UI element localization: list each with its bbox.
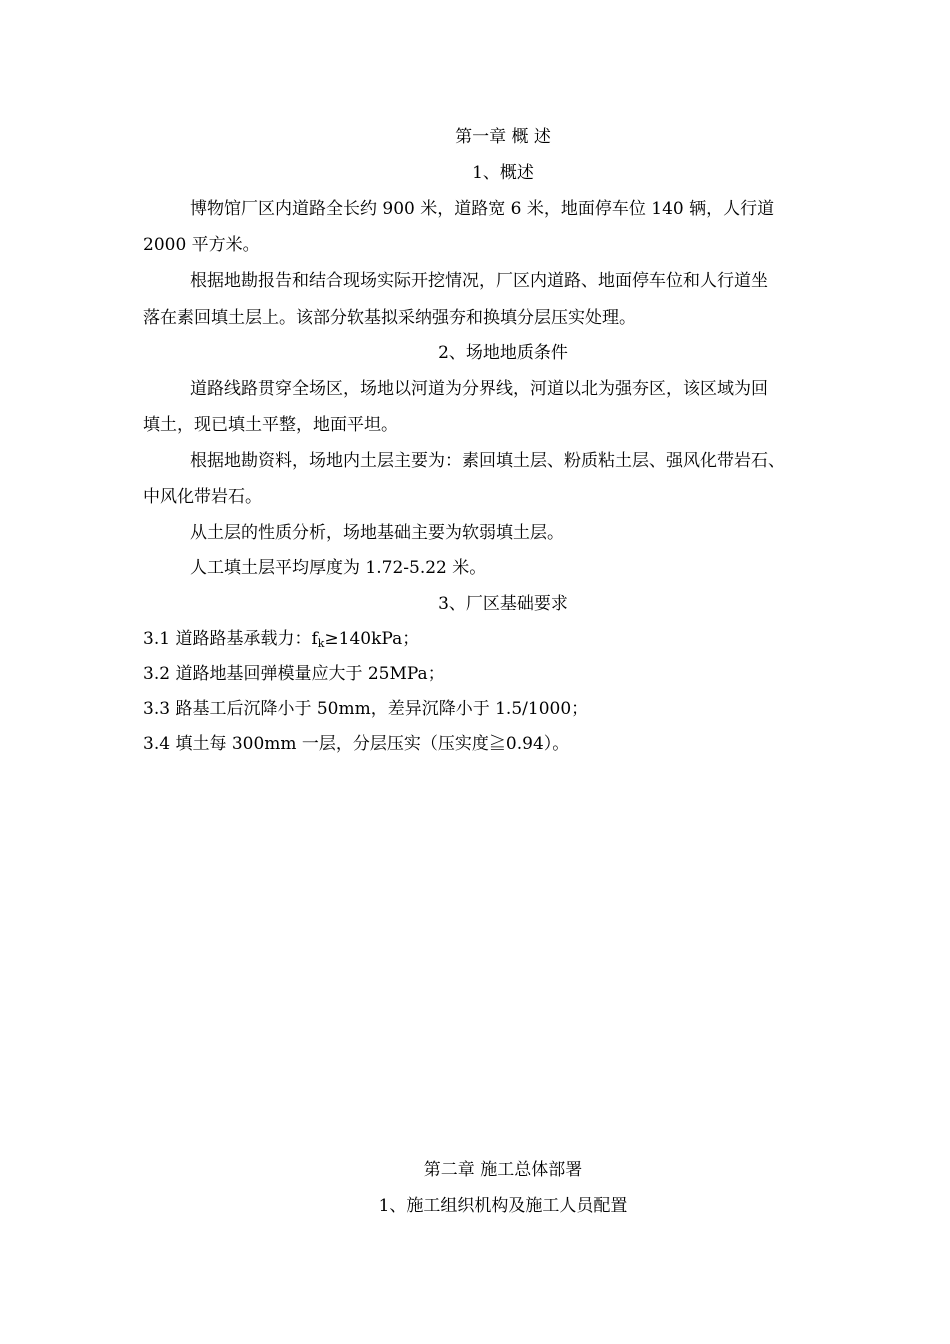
paragraph-2-line-1: 根据地勘报告和结合现场实际开挖情况，厂区内道路、地面停车位和人行道坐 — [190, 271, 768, 291]
paragraph-5: 从土层的性质分析，场地基础主要为软弱填土层。 — [190, 523, 564, 543]
chapter-2-title: 第二章 施工总体部署 — [423, 1160, 583, 1180]
chapter-1-title: 第一章 概 述 — [455, 127, 551, 147]
section-2-heading: 2、场地地质条件 — [438, 343, 568, 363]
requirement-item-1-suffix: ≥140kPa； — [324, 629, 420, 649]
paragraph-4-line-2: 中风化带岩石。 — [143, 487, 262, 507]
paragraph-6: 人工填土层平均厚度为 1.72-5.22 米。 — [190, 558, 487, 578]
paragraph-4-line-1: 根据地勘资料，场地内土层主要为：素回填土层、粉质粘土层、强风化带岩石、 — [190, 451, 785, 471]
requirement-item-2: 3.2 道路地基回弹模量应大于 25MPa； — [143, 664, 445, 684]
requirement-item-3: 3.3 路基工后沉降小于 50mm，差异沉降小于 1.5/1000； — [143, 699, 589, 719]
paragraph-2-line-2: 落在素回填土层上。该部分软基拟采纳强夯和换填分层压实处理。 — [143, 308, 636, 328]
chapter-2-section-1-heading: 1、施工组织机构及施工人员配置 — [378, 1196, 628, 1216]
requirement-item-1 — [143, 628, 863, 655]
requirement-item-1-subscript: k — [317, 637, 325, 650]
paragraph-1-line-1: 博物馆厂区内道路全长约 900 米，道路宽 6 米，地面停车位 140 辆，人行道 — [190, 199, 775, 219]
paragraph-1-line-2: 2000 平方米。 — [143, 235, 260, 255]
requirement-item-1-prefix: 3.1 道路路基承载力：f — [143, 629, 318, 649]
section-3-heading: 3、厂区基础要求 — [438, 594, 568, 614]
paragraph-3-line-1: 道路线路贯穿全场区，场地以河道为分界线，河道以北为强夯区，该区域为回 — [190, 379, 768, 399]
section-1-heading: 1、概述 — [472, 163, 534, 183]
requirement-item-4: 3.4 填土每 300mm 一层，分层压实（压实度≧0.94）。 — [143, 734, 570, 754]
paragraph-3-line-2: 填土，现已填土平整，地面平坦。 — [143, 415, 398, 435]
